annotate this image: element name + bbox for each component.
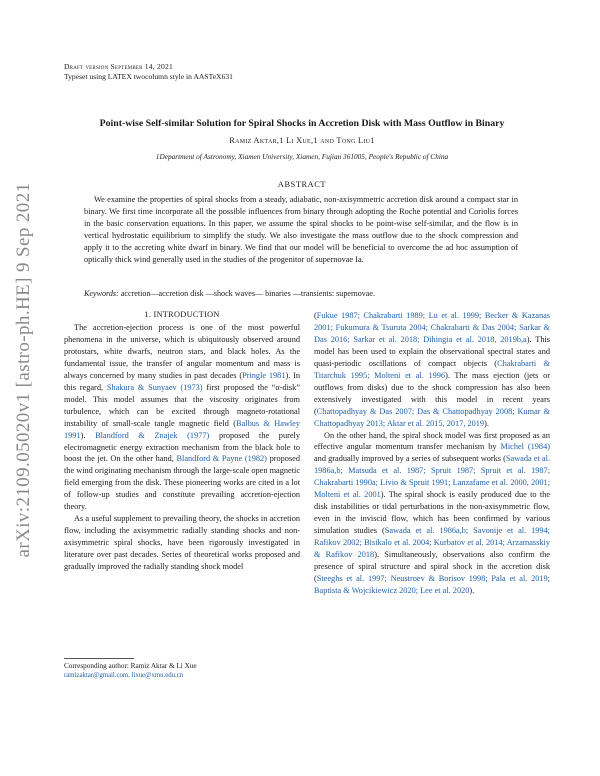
intro-paragraph-2: As a useful supplement to prevailing theory, the shocks in accretion flow, including the axisymmetric radially standing shocks and non-axisymmetric spiral shocks, have been rigorously investigated in literature over past decades. Series of theoretical works proposed and gradually improved the radially standing shock model <box>64 514 300 572</box>
citation-link[interactable]: Balbus & Hawley 1991 <box>64 418 301 440</box>
footnote-rule <box>64 658 134 659</box>
intro-paragraph-3: (Fukue 1987; Chakrabarti 1989; Lu et al. 1999; Becker & Kazanas 2001; Fukumura & Tsuruta 2004; Chakrabarti & Das 2004; Sarkar & Das 2016; Sarkar et al. 2018; Dihingia et al. 2018, 2019b,a). This model has been used to explain the observational spectral states and quasi-periodic oscillations of compact objects (Chakrabarti & Titarchuk 1995; Molteni et al. 1996). The mass ejection (jets or outflows from disks) due to the shock compression has also been extensively investigated with this model in recent years (Chattopadhyay & Das 2007; Das & Chattopadhyay 2008; Kumar & Chattopadhyay 2013; Aktar et al. 2015, 2017, 2019). <box>314 311 550 428</box>
citation-link[interactable]: Steeghs et al. 1997; Neustroev & Borisov 1998; Pala et al. 2019; Baptista & Wojcikiewicz 2020; Lee et al. 2020 <box>314 573 550 595</box>
citation-link[interactable]: Michel (1984) <box>500 442 550 452</box>
corresponding-author <box>64 661 197 681</box>
citation-link[interactable]: Pringle 1981 <box>242 370 286 380</box>
citation-link[interactable]: Sawada et al. 1986a,b; Savonije et al. 1994; Rafikov 2002; Bisikalo et al. 2004; Kurbatov et al. 2014; Arzamasskiy & Rafikov 2018 <box>314 526 550 560</box>
abstract-text: We examine the properties of spiral shocks from a steady, adiabatic, non-axisymmetric accretion disk around a compact star in binary. We first time incorporate all the possible influences from binary through adopting the Roche potential and Coriolis forces in the basic conservation equations. In this paper, we assume the spiral shocks to be point-wise self-similar, and the flow is in vertical hydrostatic equilibrium to simplify the study. We also investigate the mass outflow due to the shock compression and apply it to the accreting white dwarf in binary. We find that our model will be beneficial to overcome the ad hoc assumption of optically thick wind generally used in the studies of the progenitor of supernovae Ia. <box>84 195 518 264</box>
citation-link[interactable]: Fukue 1987; Chakrabarti 1989; Lu et al. 1999; Becker & Kazanas 2001; Fukumura & Tsuruta 2004; Chakrabarti & Das 2004; Sarkar & Das 2016; Sarkar et al. 2018; Dihingia et al. 2018, 2019b,a <box>314 311 550 344</box>
citation-link[interactable]: Chakrabarti & Titarchuk 1995; Molteni et al. 1996 <box>314 358 550 380</box>
keywords-label: Keywords: <box>84 289 119 298</box>
arxiv-id: arXiv:2109.05020v1 [astro-ph.HE] 9 Sep 2021 <box>13 182 34 558</box>
intro-paragraph-4: On the other hand, the spiral shock model was first proposed as an effective angular momentum transfer mechanism by Michel (1984) and gradually improved by a series of subsequent works (Sawada et al. 1986a,b; Matsuda et al. 1987; Spruit 1987; Spruit et al. 1987; Chakrabarti 1990a; Livio & Spruit 1991; Lanzafame et al. 2000, 2001; Molteni et al. 2001). The spiral shock is easily produced due to the disk instabilities or tidal perturbations in the non-axisymmetric flow, even in the inviscid flow, which has been confirmed by various simulation studies (Sawada et al. 1986a,b; Savonije et al. 1994; Rafikov 2002; Bisikalo et al. 2004; Kurbatov et al. 2014; Arzamasskiy & Rafikov 2018). Simultaneously, observations also confirm the presence of spiral structure and spiral shock in the accretion disk (Steeghs et al. 1997; Neustroev & Borisov 1998; Pala et al. 2019; Baptista & Wojcikiewicz 2020; Lee et al. 2020). <box>314 430 550 595</box>
draft-line: Draft version September 14, 2021 <box>64 62 173 71</box>
citation-link[interactable]: Blandford & Znajek (1977) <box>95 430 210 440</box>
right-column <box>314 310 550 597</box>
keywords-text: accretion—accretion disk —shock waves— binaries —transients: supernovae. <box>120 289 376 298</box>
left-column <box>64 322 300 573</box>
intro-heading: 1. INTRODUCTION <box>144 310 220 319</box>
keywords <box>84 289 518 298</box>
typeset-line: Typeset using LATEX twocolumn style in AASTeX631 <box>64 72 233 81</box>
author-list: Ramiz Aktar,1 Li Xue,1 and Tong Liu1 <box>229 136 375 145</box>
affiliation: 1Department of Astronomy, Xiamen University, Xiamen, Fujian 361005, People's Republic of China <box>155 152 449 161</box>
abstract-body <box>84 194 518 265</box>
abstract-heading: ABSTRACT <box>277 180 327 189</box>
author-emails[interactable]: ramizaktar@gmail.com, lixue@xmu.edu.cn <box>64 672 184 679</box>
citation-link[interactable]: Sawada et al. 1986a,b; Matsuda et al. 1987; Spruit 1987; Spruit et al. 1987; Chakrabarti 1990a; Livio & Spruit 1991; Lanzafame et al. 2000, 2001; Molteni et al. 2001 <box>314 454 550 500</box>
arxiv-stamp <box>8 150 40 590</box>
citation-link[interactable]: Shakura & Sunyaev (1973) <box>106 382 203 392</box>
citation-link[interactable]: Blandford & Payne (1982) <box>176 454 267 464</box>
corresponding-line: Corresponding author: Ramiz Aktar & Li Xue <box>64 662 197 670</box>
intro-paragraph-1: The accretion-ejection process is one of the most powerful phenomena in the universe, which is ubiquitously observed around protostars, white dwarfs, neutron stars, and black holes. As the fundamental issue, the transfer of angular momentum and mass is always concerned by many studies in past decades (Pringle 1981). In this regard, Shakura & Sunyaev (1973) first proposed the “α-disk” model. This model assumes that the viscosity originates from turbulence, which can be excited through magneto-rotational instability of small-scale tangle magnetic field (Balbus & Hawley 1991). Blandford & Znajek (1977) proposed the purely electromagnetic energy extraction mechanism from the black hole to boost the jet. On the other hand, Blandford & Payne (1982) proposed the wind originating mechanism through the large-scale open magnetic field emerging from the disk. These pioneering works are cited in a lot of follow-up studies and constitute prevailing accretion-ejection theory. <box>64 323 301 512</box>
citation-link[interactable]: Chattopadhyay & Das 2007; Das & Chattopadhyay 2008; Kumar & Chattopadhyay 2013; Aktar et al. 2015, 2017, 2019 <box>314 406 550 428</box>
paper-title: Point-wise Self-similar Solution for Spiral Shocks in Accretion Disk with Mass Outflow in Binary <box>99 118 505 129</box>
